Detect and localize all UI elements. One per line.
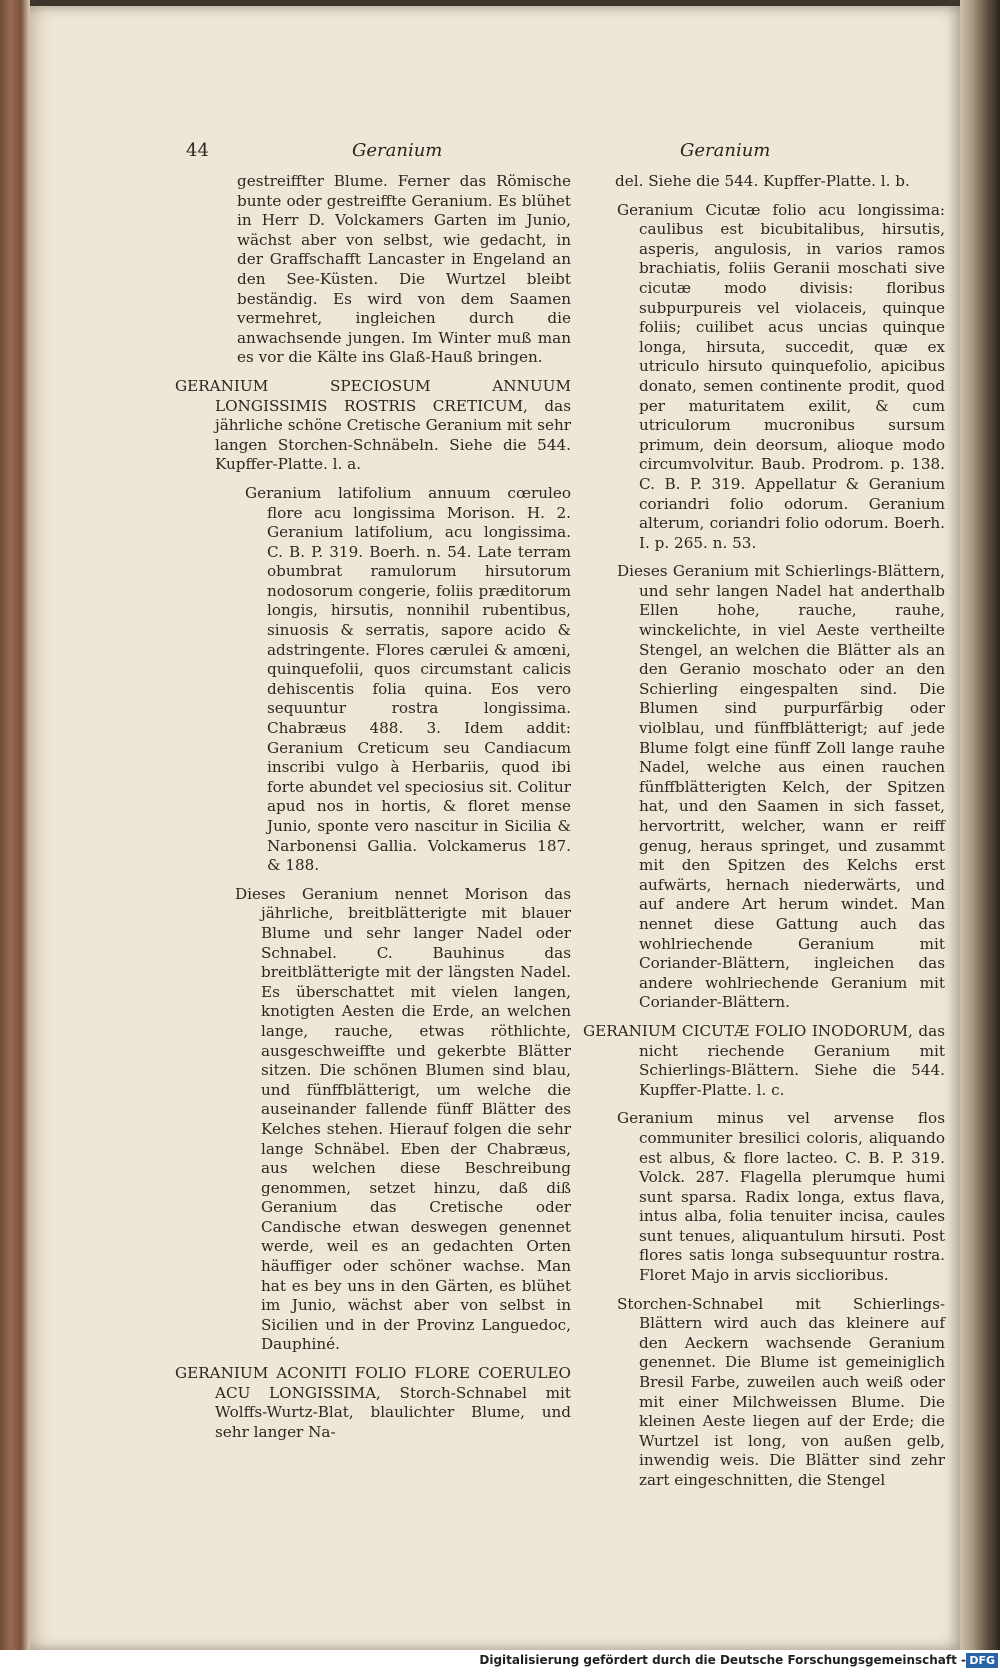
german-paragraph: Dieses Geranium nennet Morison das jährliche, breitblätterigte mit blauer Blume und sehr langer Nadel oder Schnabel. C. Bauhinus das breitblätterigte mit der längsten Nadel. Es überschattet mit vielen langen, knotigten Aesten die Erde, an welchen lange, rauche, etwas röthlichte, ausgeschweiffte und gekerbte Blätter sitzen. Die schönen Blumen sind blau, und fünffblätterigt, um welche die auseinander fallende fünff Blätter des Kelches stehen. Hierauf folgen die sehr lange Schnäbel. Eben der Chabræus, aus welchen diese Beschreibung genommen, setzet hinzu, daß diß Geranium das Cretische oder Candische etwan deswegen genennet werde, weil es an gedachten Orten häuffiger oder schöner wachse. Man hat es bey uns in den Gärten, es blühet im Junio, wächst aber von selbst in Sicilien und in der Provinz Languedoc, Dauphiné. xyxy=(235,884,571,1354)
scanned-page xyxy=(30,6,960,1650)
left-column xyxy=(175,172,571,1451)
paragraph: del. Siehe die 544. Kupffer-Platte. l. b. xyxy=(615,172,910,190)
entry-heading: GERANIUM ACONITI FOLIO FLORE COERULEO ACU LONGISSIMA, Storch-Schnabel mit Wolffs-Wurtz-Blat, blaulichter Blume, und sehr langer Na- xyxy=(175,1364,571,1441)
dfg-logo: DFG xyxy=(966,1653,998,1668)
footer-credit: Digitalisierung gefördert durch die Deutsche Forschungsgemeinschaft - xyxy=(479,1653,966,1667)
digitization-footer xyxy=(0,1650,1000,1672)
book-spine xyxy=(0,0,30,1650)
entry-heading: GERANIUM SPECIOSUM ANNUUM LONGISSIMIS ROSTRIS CRETICUM, das jährliche schöne Cretische Geranium mit sehr langen Storchen-Schnäbeln. Siehe die 544. Kupffer-Platte. l. a. xyxy=(175,376,571,474)
german-paragraph: Storchen-Schnabel mit Schierlings-Blättern wird auch das kleinere auf den Aeckern wachsende Geranium genennet. Die Blume ist gemeiniglich Bresil Farbe, zuweilen auch weiß oder mit einer Milchweissen Blume. Die kleinen Aeste liegen auf der Erde; die Wurtzel ist long, von außen gelb, inwendig weis. Die Blätter sind zehr zart eingeschnitten, die Stengel xyxy=(617,1294,945,1489)
paragraph: gestreiffter Blume. Ferner das Römische bunte oder gestreiffte Geranium. Es blühet in Herr D. Volckamers Garten im Junio, wächst aber von selbst, wie gedacht, in der Graffschafft Lancaster in Engeland an den See-Küsten. Die Wurtzel bleibt beständig. Es wird von dem Saamen vermehret, ingleichen durch die anwachsende jungen. Im Winter muß man es vor die Kälte ins Glaß-Hauß bringen. xyxy=(237,172,571,367)
page-number: 44 xyxy=(186,140,209,161)
entry-heading: GERANIUM CICUTÆ FOLIO INODORUM, das nicht riechende Geranium mit Schierlings-Blättern. Siehe die 544. Kupffer-Platte. l. c. xyxy=(583,1021,945,1099)
page-header xyxy=(30,140,960,166)
page-edge xyxy=(960,0,1000,1650)
running-title-left: Geranium xyxy=(352,140,443,161)
latin-paragraph: Geranium latifolium annuum cœruleo flore acu longissima Morison. H. 2. Geranium latifolium, acu longissima. C. B. P. 319. Boerh. n. 54. Late terram obumbrat ramulorum hirsutorum nodosorum congerie, foliis præditorum longis, hirsutis, nonnihil rubentibus, sinuosis & serratis, sapore acido & adstringente. Flores cærulei & amœni, quinquefolii, quos circumstant calicis dehiscentis folia quina. Eos vero sequuntur rostra longissima. Chabræus 488. 3. Idem addit: Geranium Creticum seu Candiacum inscribi vulgo à Herbariis, quod ibi forte abundet vel speciosius sit. Colitur apud nos in hortis, & floret mense Junio, sponte vero nascitur in Sicilia & Narbonensi Gallia. Volckamerus 187. & 188. xyxy=(245,483,571,875)
latin-paragraph: Geranium minus vel arvense flos communiter bresilici coloris, aliquando est albus, & flore lacteo. C. B. P. 319. Volck. 287. Flagella plerumque humi sunt sparsa. Radix longa, extus flava, intus alba, folia tenuiter incisa, caules sunt tenues, aliquantulum hirsuti. Post flores satis longa subsequuntur rostra. Floret Majo in arvis sicclioribus. xyxy=(617,1109,945,1285)
right-column xyxy=(583,172,945,1500)
german-paragraph: Dieses Geranium mit Schierlings-Blättern, und sehr langen Nadel hat anderthalb Ellen hohe, rauche, rauhe, winckelichte, in viel Aeste vertheilte Stengel, an welchen die Blätter als an den Geranio moschato oder an den Schierling eingespalten sind. Die Blumen sind purpurfärbig oder violblau, und fünffblätterigt; auf jede Blume folgt eine fünff Zoll lange rauhe Nadel, welche aus einen rauchen fünffblätterigten Kelch, der Spitzen hat, und den Saamen in sich fasset, hervortritt, welcher, wann er reiff genug, heraus springet, und zusammt mit den Spitzen des Kelchs erst aufwärts, hernach niederwärts, und auf andere Art herum windet. Man nennet diese Gattung auch das wohlriechende Geranium mit Coriander-Blättern, ingleichen das andere wohlriechende Geranium mit Coriander-Blättern. xyxy=(617,562,945,1012)
running-title-right: Geranium xyxy=(680,140,771,161)
latin-paragraph: Geranium Cicutæ folio acu longissima: caulibus est bicubitalibus, hirsutis, asperis, angulosis, in varios ramos brachiatis, foliis Geranii moschati sive cicutæ modo divisis: floribus subpurpureis vel violaceis, quinque foliis; cuilibet acus uncias quinque longa, hirsuta, succedit, quæ ex utriculo hirsuto quinquefolio, apicibus donato, semen continente prodit, quod per maturitatem exilit, & cum utriculorum mucronibus sursum primum, dein deorsum, alioque modo circumvolvitur. Baub. Prodrom. p. 138. C. B. P. 319. Appellatur & Geranium coriandri folio odorum. Geranium alterum, coriandri folio odorum. Boerh. I. p. 265. n. 53. xyxy=(617,200,945,552)
